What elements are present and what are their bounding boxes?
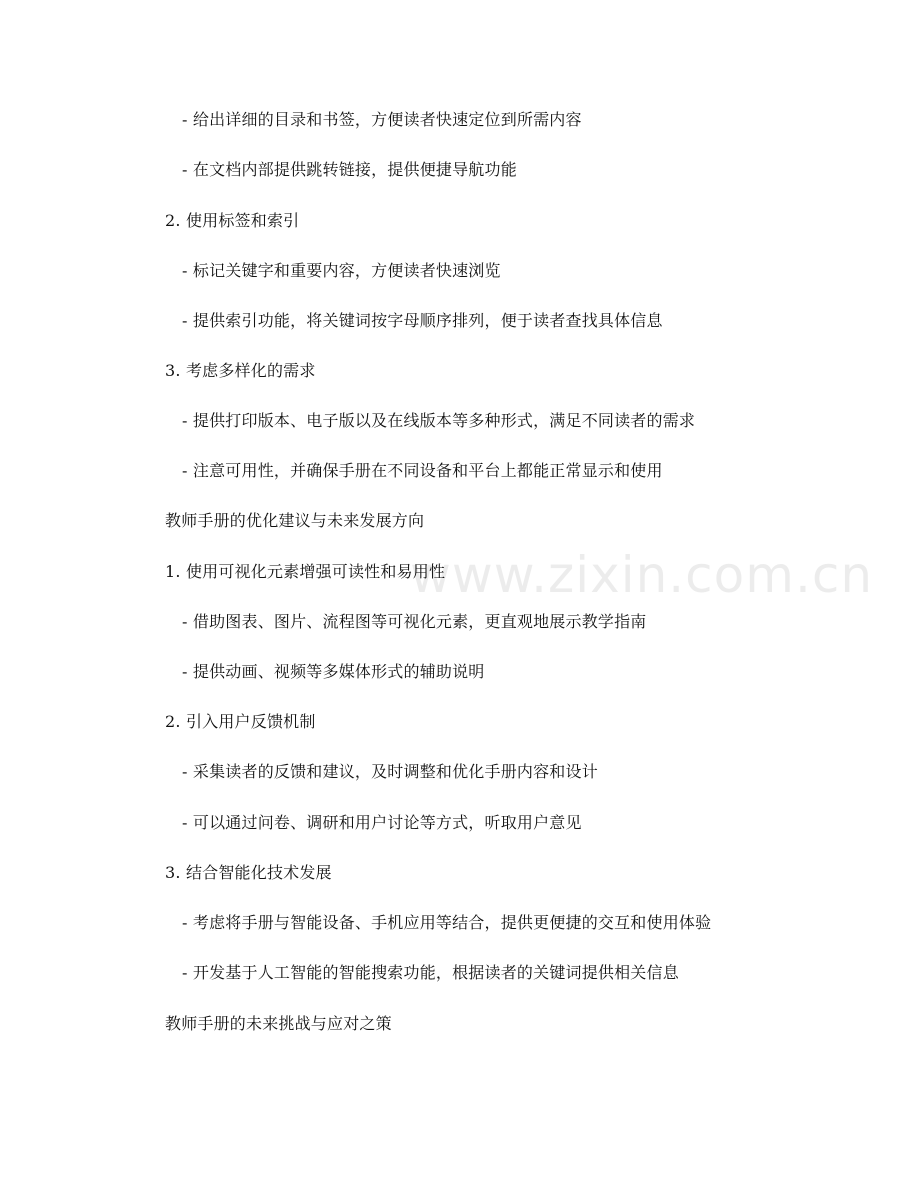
bullet-item: - 开发基于人工智能的智能搜索功能，根据读者的关键词提供相关信息 bbox=[182, 963, 679, 982]
bullet-item: - 提供打印版本、电子版以及在线版本等多种形式，满足不同读者的需求 bbox=[182, 411, 696, 430]
numbered-heading: 3. 结合智能化技术发展 bbox=[165, 863, 332, 882]
watermark: www.zixin.com.cn bbox=[410, 546, 874, 604]
numbered-heading: 2. 使用标签和索引 bbox=[165, 211, 300, 230]
bullet-item: - 提供动画、视频等多媒体形式的辅助说明 bbox=[182, 662, 485, 681]
section-heading: 教师手册的优化建议与未来发展方向 bbox=[165, 511, 425, 530]
numbered-heading: 3. 考虑多样化的需求 bbox=[165, 361, 316, 380]
numbered-heading: 1. 使用可视化元素增强可读性和易用性 bbox=[165, 562, 446, 581]
bullet-item: - 标记关键字和重要内容，方便读者快速浏览 bbox=[182, 261, 501, 280]
bullet-item: - 可以通过问卷、调研和用户讨论等方式，听取用户意见 bbox=[182, 813, 582, 832]
bullet-item: - 考虑将手册与智能设备、手机应用等结合，提供更便捷的交互和使用体验 bbox=[182, 913, 712, 932]
numbered-heading: 2. 引入用户反馈机制 bbox=[165, 712, 316, 731]
bullet-item: - 在文档内部提供跳转链接，提供便捷导航功能 bbox=[182, 160, 517, 179]
section-heading: 教师手册的未来挑战与应对之策 bbox=[165, 1014, 392, 1033]
bullet-item: - 给出详细的目录和书签，方便读者快速定位到所需内容 bbox=[182, 110, 582, 129]
bullet-item: - 提供索引功能，将关键词按字母顺序排列，便于读者查找具体信息 bbox=[182, 311, 663, 330]
bullet-item: - 注意可用性，并确保手册在不同设备和平台上都能正常显示和使用 bbox=[182, 461, 663, 480]
bullet-item: - 采集读者的反馈和建议，及时调整和优化手册内容和设计 bbox=[182, 762, 598, 781]
bullet-item: - 借助图表、图片、流程图等可视化元素，更直观地展示教学指南 bbox=[182, 612, 647, 631]
